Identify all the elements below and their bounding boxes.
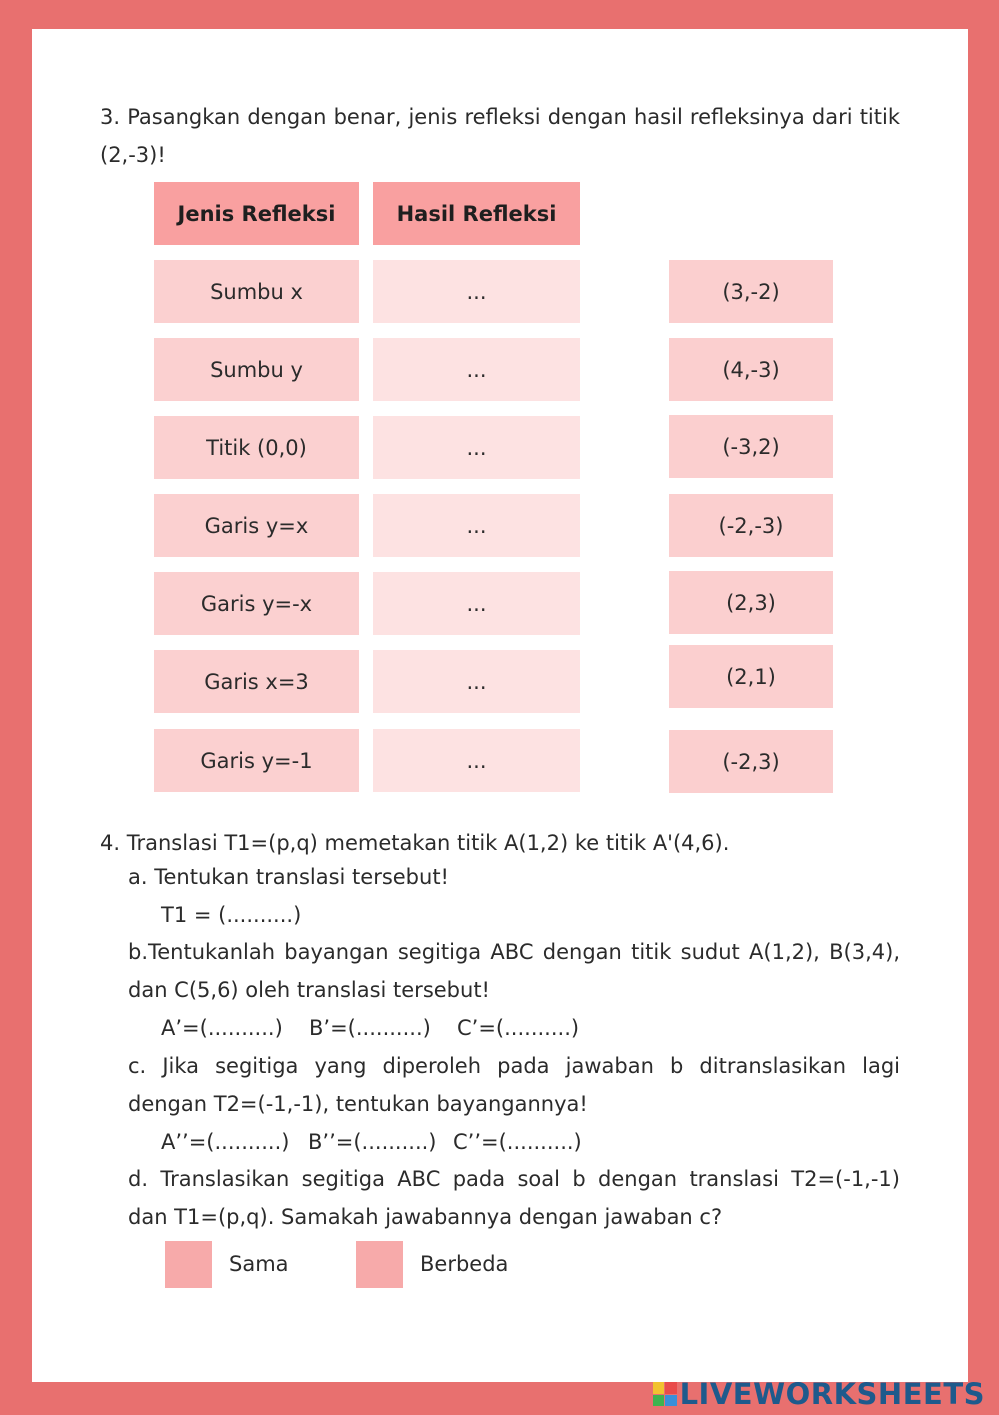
c-prime-field[interactable]: C’=(..........) <box>457 1016 580 1040</box>
t1-answer-field[interactable]: T1 = (..........) <box>161 903 302 927</box>
draggable-option[interactable]: (2,3) <box>669 571 833 634</box>
question-4a-text: a. Tentukan translasi tersebut! <box>128 865 449 889</box>
answer-drop-slot[interactable]: ... <box>373 416 580 479</box>
header-hasil-refleksi: Hasil Refleksi <box>373 182 580 245</box>
checkbox-berbeda[interactable] <box>356 1241 403 1288</box>
answer-drop-slot[interactable]: ... <box>373 572 580 635</box>
question-4-intro: 4. Translasi T1=(p,q) memetakan titik A(1,2) ke titik A'(4,6). <box>100 831 730 855</box>
c-double-prime-field[interactable]: C’’=(..........) <box>453 1130 582 1154</box>
answer-drop-slot[interactable]: ... <box>373 338 580 401</box>
label-sama: Sama <box>229 1252 289 1276</box>
liveworksheets-logo-icon <box>653 1382 677 1406</box>
draggable-option[interactable]: (-3,2) <box>669 415 833 478</box>
draggable-option[interactable]: (-2,-3) <box>669 494 833 557</box>
question-3-text: 3. Pasangkan dengan benar, jenis refleksi dengan hasil refleksinya dari titik (2,-3)! <box>100 105 900 167</box>
answer-drop-slot[interactable]: ... <box>373 650 580 713</box>
question-4b-line2: dan C(5,6) oleh translasi tersebut! <box>128 978 490 1002</box>
header-jenis-refleksi: Jenis Refleksi <box>154 182 359 245</box>
question-4d-line2: dan T1=(p,q). Samakah jawabannya dengan jawaban c? <box>128 1205 723 1229</box>
question-4b-line1: b.Tentukanlah bayangan segitiga ABC dengan titik sudut A(1,2), B(3,4), <box>128 940 900 964</box>
question-4d-line1: d. Translasikan segitiga ABC pada soal b dengan translasi T2=(-1,-1) <box>128 1167 900 1191</box>
draggable-option[interactable]: (4,-3) <box>669 338 833 401</box>
question-4c-line2: dengan T2=(-1,-1), tentukan bayangannya! <box>128 1092 588 1116</box>
jenis-cell: Titik (0,0) <box>154 416 359 479</box>
answer-drop-slot[interactable]: ... <box>373 494 580 557</box>
draggable-option[interactable]: (2,1) <box>669 645 833 708</box>
label-berbeda: Berbeda <box>420 1252 509 1276</box>
liveworksheets-watermark <box>653 1377 985 1411</box>
answer-drop-slot[interactable]: ... <box>373 729 580 792</box>
jenis-cell: Garis y=-x <box>154 572 359 635</box>
checkbox-sama[interactable] <box>165 1241 212 1288</box>
a-prime-field[interactable]: A’=(..........) <box>161 1016 283 1040</box>
b-prime-field[interactable]: B’=(..........) <box>309 1016 431 1040</box>
answer-drop-slot[interactable]: ... <box>373 260 580 323</box>
a-double-prime-field[interactable]: A’’=(..........) <box>161 1130 290 1154</box>
b-double-prime-field[interactable]: B’’=(..........) <box>308 1130 437 1154</box>
draggable-option[interactable]: (-2,3) <box>669 730 833 793</box>
jenis-cell: Sumbu x <box>154 260 359 323</box>
draggable-option[interactable]: (3,-2) <box>669 260 833 323</box>
watermark-text: LIVEWORKSHEETS <box>679 1377 985 1411</box>
jenis-cell: Garis x=3 <box>154 650 359 713</box>
jenis-cell: Sumbu y <box>154 338 359 401</box>
question-4c-line1: c. Jika segitiga yang diperoleh pada jawaban b ditranslasikan lagi <box>128 1054 900 1078</box>
jenis-cell: Garis y=x <box>154 494 359 557</box>
jenis-cell: Garis y=-1 <box>154 729 359 792</box>
